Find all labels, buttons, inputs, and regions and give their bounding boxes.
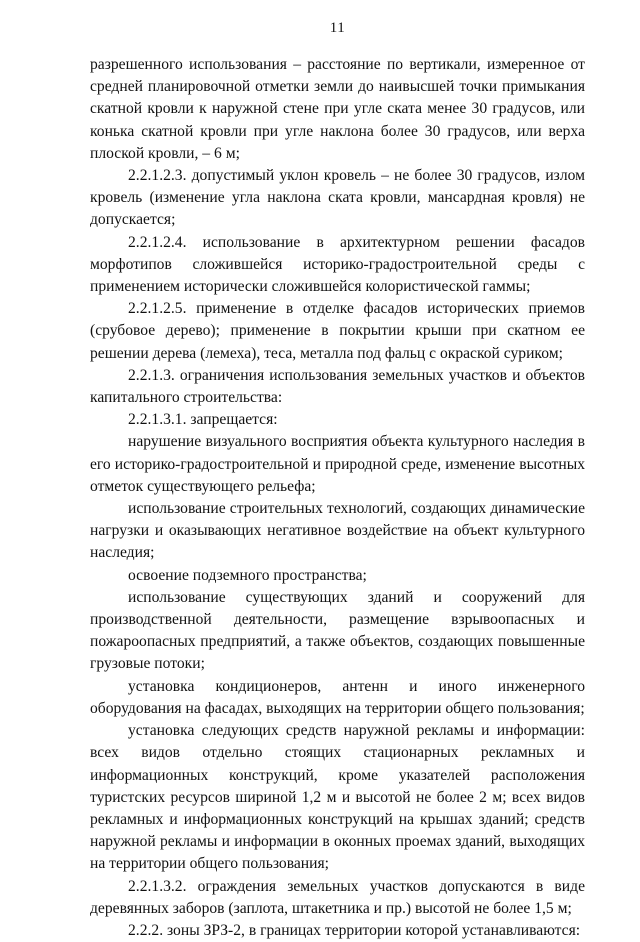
paragraph-existing-buildings-use: использование существующих зданий и сооружений для производственной деятельности, размещение взрывоопасных и пожароопасных предприятий, а также объектов, создающих повышенные грузовые потоки; bbox=[90, 588, 585, 673]
paragraph-2-2-1-2-4: 2.2.1.2.4. использование в архитектурном решении фасадов морфотипов сложившейся историко-градостроительной среды с применением исторически сложившейся колористической гаммы; bbox=[90, 233, 585, 296]
paragraph-2-2-1-3-1: 2.2.1.3.1. запрещается: bbox=[128, 411, 278, 429]
paragraph-underground-space: освоение подземного пространства; bbox=[128, 566, 367, 584]
paragraph-2-2-1-3-2: 2.2.1.3.2. ограждения земельных участков допускаются в виде деревянных заборов (заплота, штакетника и пр.) высотой не более 1,5 м; bbox=[90, 877, 585, 917]
paragraph-2-2-2: 2.2.2. зоны ЗРЗ-2, в границах территории которой устанавливаются: bbox=[128, 921, 581, 939]
document-page bbox=[90, 20, 585, 942]
page-number: 11 bbox=[329, 20, 346, 36]
paragraph-construction-technologies: использование строительных технологий, создающих динамические нагрузки и оказывающих негативное воздействие на объект культурного наследия; bbox=[90, 500, 585, 562]
paragraph-2-2-1-2-3: 2.2.1.2.3. допустимый уклон кровель – не более 30 градусов, излом кровель (изменение угла наклона ската кровли, мансардная кровля) не допускается; bbox=[90, 167, 585, 229]
paragraph-advertising-installation: установка следующих средств наружной рекламы и информации: всех видов отдельно стоящих стационарных рекламных и информационных конструкций, кроме указателей расположения туристских ресурсов шириной 1,2 м и высотой не более 2 м; всех видов рекламных и информационных конструкций на крышах зданий; средств наружной рекламы и информации в оконных проемах зданий, выходящих на территории общего пользования; bbox=[90, 722, 585, 873]
paragraph-2-2-1-2-5: 2.2.1.2.5. применение в отделке фасадов исторических приемов (срубовое дерево); применение в покрытии крыши при скатном ее решении дерева (лемеха), теса, металла под фальц с окраской суриком; bbox=[90, 300, 585, 362]
paragraph-visual-perception: нарушение визуального восприятия объекта культурного наследия в его историко-градостроительной и природной среде, изменение высотных отметок существующего рельефа; bbox=[90, 433, 585, 495]
paragraph-equipment-installation: установка кондиционеров, антенн и иного инженерного оборудования на фасадах, выходящих на территории общего пользования; bbox=[90, 677, 585, 717]
paragraph-2-2-1-3: 2.2.1.3. ограничения использования земельных участков и объектов капитального строительства: bbox=[90, 366, 585, 407]
paragraph-height-definition-continued: разрешенного использования – расстояние по вертикали, измеренное от средней планировочной отметки земли до наивысшей точки примыкания скатной кровли к наружной стене при угле ската менее 30 градусов, или конька скатной кровли при угле наклона более 30 градусов, или верха плоской кровли, – 6 м; bbox=[90, 56, 585, 162]
